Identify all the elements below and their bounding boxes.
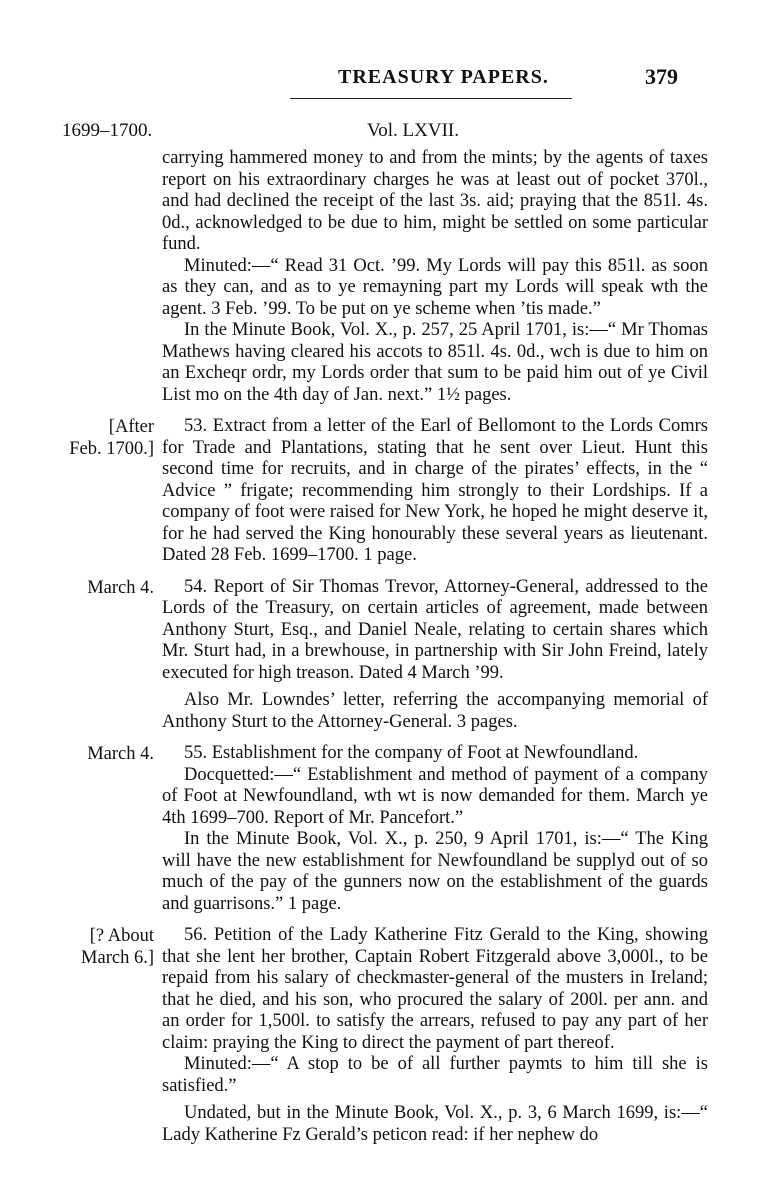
paragraph: In the Minute Book, Vol. X., p. 257, 25 April 1701, is:—“ Mr Thomas Mathews having cleared his accots to 851l. 4s. 0d., wch is due to him on an Excheqr ordr, my Lords order that sum to be paid him out of ye Civil List mo on the 4th day of Jan. next.” 1½ pages. [162,320,708,405]
entry-53 [0,416,770,567]
header-rule [290,98,572,99]
margin-date: [After Feb. 1700.] [69,417,154,459]
running-header [0,60,770,100]
dateline [0,118,770,146]
margin-date: [? About March 6.] [81,926,154,968]
paragraph: 56. Petition of the Lady Katherine Fitz Gerald to the King, showing that she lent her brother, Captain Robert Fitzgerald above 3,000l., to be repaid from his salary of checkmaster-general of the musters in Ireland; that he died, and his son, who procured the salary of 200l. per ann. and an order for 1,500l. to satisfy the arrears, refused to pay any part of her claim: praying the King to direct the payment of part thereof. [162,925,708,1053]
entry-body [162,148,708,406]
margin-date: March 4. [87,744,154,764]
date-range: 1699–1700. [62,120,153,141]
page-number: 379 [645,64,678,89]
running-title: TREASURY PAPERS. [338,66,549,88]
entry-54 [0,577,770,734]
entry-body [162,577,708,734]
paragraph: 54. Report of Sir Thomas Trevor, Attorney-General, addressed to the Lords of the Treasury, on certain articles of agreement, made between Anthony Sturt, Esq., and Daniel Neale, relating to certain shares which Mr. Sturt had, in a brewhouse, in partnership with Sir John Freind, lately executed for high treason. Dated 4 March ’99. [162,576,708,683]
entry-body [162,743,708,915]
entry-55 [0,743,770,915]
entry-body [162,416,708,567]
paragraph: Minuted:—“ A stop to be of all further paymts to him till she is satisfied.” [162,1054,708,1096]
volume-heading: Vol. LXVII. [367,120,460,141]
entry-continued [0,148,770,406]
calendar-entries [0,148,770,1146]
paragraph: carrying hammered money to and from the mints; by the agents of taxes report on his extraordinary charges he was at least out of pocket 370l., and had declined the receipt of the last 3s. aid; praying that the 851l. 4s. 0d., acknowledged to be due to him, might be settled on some particular fund. [162,148,708,254]
paragraph: In the Minute Book, Vol. X., p. 250, 9 April 1701, is:—“ The King will have the new establishment for Newfoundland be supplyd out of so much of the pay of the gunners now on the establishment of the guards and guarrisons.” 1 page. [162,829,708,914]
paragraph: 53. Extract from a letter of the Earl of Bellomont to the Lords Comrs for Trade and Plantations, stating that he sent over Lieut. Hunt this second time for recruits, and in charge of the pirates’ effects, in the “ Advice ” frigate; recommending him strongly to their Lordships. If a company of foot were raised for New York, he hoped he might deserve it, for he had served the King honourably these several years as lieutenant. Dated 28 Feb. 1699–1700. 1 page. [162,416,708,565]
entry-body [162,925,708,1146]
paragraph: Minuted:—“ Read 31 Oct. ’99. My Lords will pay this 851l. as soon as they can, and as to ye remayning part my Lords will speak wth the agent. 3 Feb. ’99. To be put on ye scheme when ’tis made.” [162,255,708,319]
paragraph: Also Mr. Lowndes’ letter, referring the accompanying memorial of Anthony Sturt to the Attorney-General. 3 pages. [162,690,708,732]
margin-date: March 4. [87,577,154,598]
paragraph: Undated, but in the Minute Book, Vol. X., p. 3, 6 March 1699, is:—“ Lady Katherine Fz Gerald’s peticon read: if her nephew do [162,1103,708,1145]
entry-56 [0,925,770,1146]
paragraph: Docquetted:—“ Establishment and method of payment of a company of Foot at Newfoundland, wth wt is now demanded for them. March ye 4th 1699–700. Report of Mr. Pancefort.” [162,764,708,828]
paragraph: 55. Establishment for the company of Foot at Newfoundland. [184,743,639,763]
